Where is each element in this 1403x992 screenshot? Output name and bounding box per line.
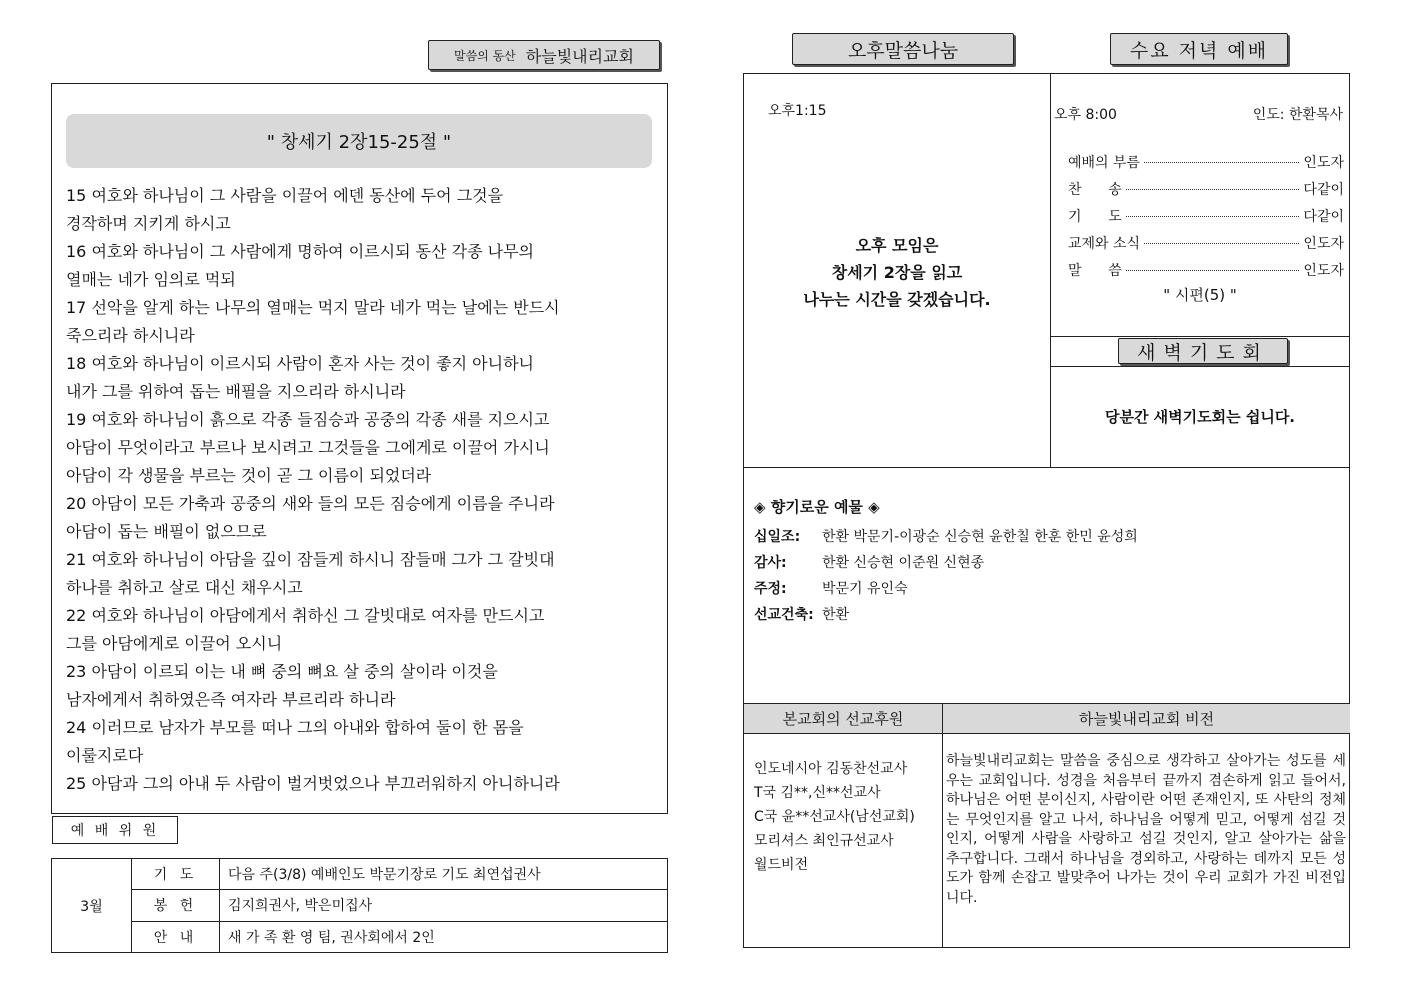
offerings-list xyxy=(754,524,1138,628)
verse-17: 17 선악을 알게 하는 나무의 열매는 먹지 말라 네가 먹는 날에는 반드시 죽으리라 하시니라 xyxy=(66,298,560,345)
list-item: 모리셔스 최인규선교사 xyxy=(754,833,894,849)
order-item-name: 찬 송 xyxy=(1068,182,1122,198)
verse-20: 20 아담이 모든 가축과 공중의 새와 들의 모든 짐승에게 이름을 주니라 아담이 돕는 배필이 없으므로 xyxy=(66,494,555,541)
offering-label: 감사: xyxy=(754,555,787,571)
leader-dots xyxy=(1126,270,1300,271)
verse-list xyxy=(66,182,666,798)
list-item xyxy=(754,550,1138,576)
offering-label: 주정: xyxy=(754,581,787,597)
sermon-title: " 시편(5) " xyxy=(1163,286,1237,304)
missions-list xyxy=(754,757,915,877)
offering-label: 십일조: xyxy=(754,529,801,545)
church-name: 하늘빛내리교회 xyxy=(525,46,634,66)
vision-heading: 하늘빛내리교회 비전 xyxy=(1078,710,1215,728)
verse-16: 16 여호와 하나님이 그 사람에게 명하여 이르시되 동산 각종 나무의 열매는 네가 임의로 먹되 xyxy=(66,242,534,289)
list-item: T국 김**,신**선교사 xyxy=(754,785,881,801)
role-cell: 안 내 xyxy=(132,921,220,952)
dawn-prayer-message: 당분간 새벽기도회는 쉽니다. xyxy=(1104,408,1296,426)
list-item: 월드비전 xyxy=(754,857,809,873)
afternoon-message-line: 창세기 2장을 읽고 xyxy=(831,263,963,282)
list-item: C국 윤**선교사(남선교회) xyxy=(754,809,915,825)
verse-22: 22 여호와 하나님이 아담에게서 취하신 그 갈빗대로 여자를 만드시고 그를 아담에게로 이끌어 오시니 xyxy=(66,606,545,653)
verse-23: 23 아담이 이르되 이는 내 뼈 중의 뼈요 살 중의 살이라 이것을 남자에게서 취하였은즉 여자라 부르리라 하니라 xyxy=(66,662,498,709)
leader-dots xyxy=(1144,162,1299,163)
order-item-name: 예배의 부름 xyxy=(1068,155,1141,171)
order-of-worship xyxy=(1068,152,1344,287)
offerings-heading: ◈ 향기로운 예물 ◈ xyxy=(754,498,880,516)
order-item-name: 말 씀 xyxy=(1068,263,1122,279)
wednesday-service-tab: 수요 저녁 예배 xyxy=(1110,33,1288,65)
list-item xyxy=(1068,233,1344,260)
afternoon-time: 오후1:15 xyxy=(768,103,827,119)
order-item-name: 기 도 xyxy=(1068,209,1122,225)
leader-dots xyxy=(1126,189,1300,190)
church-name-tag xyxy=(428,40,660,70)
verse-15: 15 여호와 하나님이 그 사람을 이끌어 에덴 동산에 두어 그것을 경작하며 지키게 하시고 xyxy=(66,186,504,233)
order-item-who: 다같이 xyxy=(1303,209,1344,225)
list-item xyxy=(1068,152,1344,179)
role-cell: 기 도 xyxy=(132,859,220,890)
list-item xyxy=(1068,179,1344,206)
scripture-title: " 창세기 2장15-25절 " xyxy=(66,114,652,168)
verse-19: 19 여호와 하나님이 흙으로 각종 들짐승과 공중의 각종 새를 지으시고 아담이 무엇이라고 부르나 보시려고 그것들을 그에게로 이끌어 가시니 아담이 각 생물을 부르는 것이 곧 그 이름이 되었더라 xyxy=(66,410,550,485)
detail-cell: 다음 주(3/8) 예배인도 박문기장로 기도 최연섭권사 xyxy=(220,859,668,890)
afternoon-message-line: 오후 모임은 xyxy=(855,236,939,255)
church-motto: 말씀의 동산 xyxy=(454,48,516,63)
list-item xyxy=(754,576,1138,602)
verse-21: 21 여호와 하나님이 아담을 깊이 잠들게 하시니 잠들매 그가 그 갈빗대 하나를 취하고 살로 대신 채우시고 xyxy=(66,550,555,597)
afternoon-sharing-tab: 오후말씀나눔 xyxy=(792,33,1014,65)
divider xyxy=(942,703,943,948)
offering-names: 한환 박문기-이광순 신승현 윤한칠 한훈 한민 윤성희 xyxy=(822,529,1138,545)
worship-committee-label: 예 배 위 원 xyxy=(52,816,178,844)
scripture-panel xyxy=(51,83,668,814)
offering-names: 박문기 유인숙 xyxy=(822,581,908,597)
afternoon-message-line: 나누는 시간을 갖겠습니다. xyxy=(803,290,991,309)
verse-24: 24 이러므로 남자가 부모를 떠나 그의 아내와 합하여 둘이 한 몸을 이룰지로다 xyxy=(66,718,524,765)
role-cell: 봉 헌 xyxy=(132,890,220,921)
list-item xyxy=(1068,206,1344,233)
table-row xyxy=(52,921,668,952)
right-page-frame xyxy=(743,73,1350,948)
month-cell: 3월 xyxy=(52,859,132,953)
list-item xyxy=(754,602,1138,628)
table-row xyxy=(52,859,668,890)
list-item: 인도네시아 김동찬선교사 xyxy=(754,761,908,777)
list-item xyxy=(1068,260,1344,287)
offering-label: 선교건축: xyxy=(754,607,814,623)
worship-committee-table xyxy=(51,858,668,953)
wednesday-time: 오후 8:00 xyxy=(1054,107,1117,123)
detail-cell: 김지희권사, 박은미집사 xyxy=(220,890,668,921)
list-item xyxy=(754,524,1138,550)
detail-cell: 새 가 족 환 영 팀, 권사회에서 2인 xyxy=(220,921,668,952)
order-item-who: 인도자 xyxy=(1303,263,1344,279)
order-item-name: 교제와 소식 xyxy=(1068,236,1141,252)
vision-text: 하늘빛내리교회는 말씀을 중심으로 생각하고 살아가는 성도를 세우는 교회입니다. 성경을 처음부터 끝까지 겸손하게 읽고 들어서, 하나님은 어떤 분이신지, 사람이란 어떤 존재인지, 또 사탄의 정체는 무엇인지를 알고 나서, 하나님을 어떻게 믿고, 어떻게 섬길 것인지, 어떻게 사람을 사랑하고 섬길 것인지, 알고 살아가는 삶을 추구합니다. 그래서 하나님을 경외하고, 사랑하는 데까지 모든 성도가 함께 손잡고 발맞추어 나가는 것이 우리 교회가 가진 비전입니다. xyxy=(946,753,1346,906)
verse-25: 25 아담과 그의 아내 두 사람이 벌거벗었으나 부끄러워하지 아니하니라 xyxy=(66,774,560,793)
missions-heading: 본교회의 선교후원 xyxy=(782,710,904,728)
offering-names: 한환 xyxy=(822,607,850,623)
verse-18: 18 여호와 하나님이 이르시되 사람이 혼자 사는 것이 좋지 아니하니 내가 그를 위하여 돕는 배필을 지으리라 하시니라 xyxy=(66,354,534,401)
wednesday-leader: 인도: 한환목사 xyxy=(1252,107,1343,123)
leader-dots xyxy=(1144,243,1299,244)
table-row xyxy=(52,890,668,921)
afternoon-message xyxy=(744,232,1050,313)
order-item-who: 다같이 xyxy=(1303,182,1344,198)
leader-dots xyxy=(1126,216,1300,217)
divider xyxy=(1050,366,1350,367)
divider xyxy=(744,467,1350,468)
order-item-who: 인도자 xyxy=(1303,236,1344,252)
dawn-prayer-tab: 새벽기도회 xyxy=(1118,338,1288,364)
order-item-who: 인도자 xyxy=(1303,155,1344,171)
offering-names: 한환 신승현 이준원 신현종 xyxy=(822,555,985,571)
divider xyxy=(744,733,1350,734)
